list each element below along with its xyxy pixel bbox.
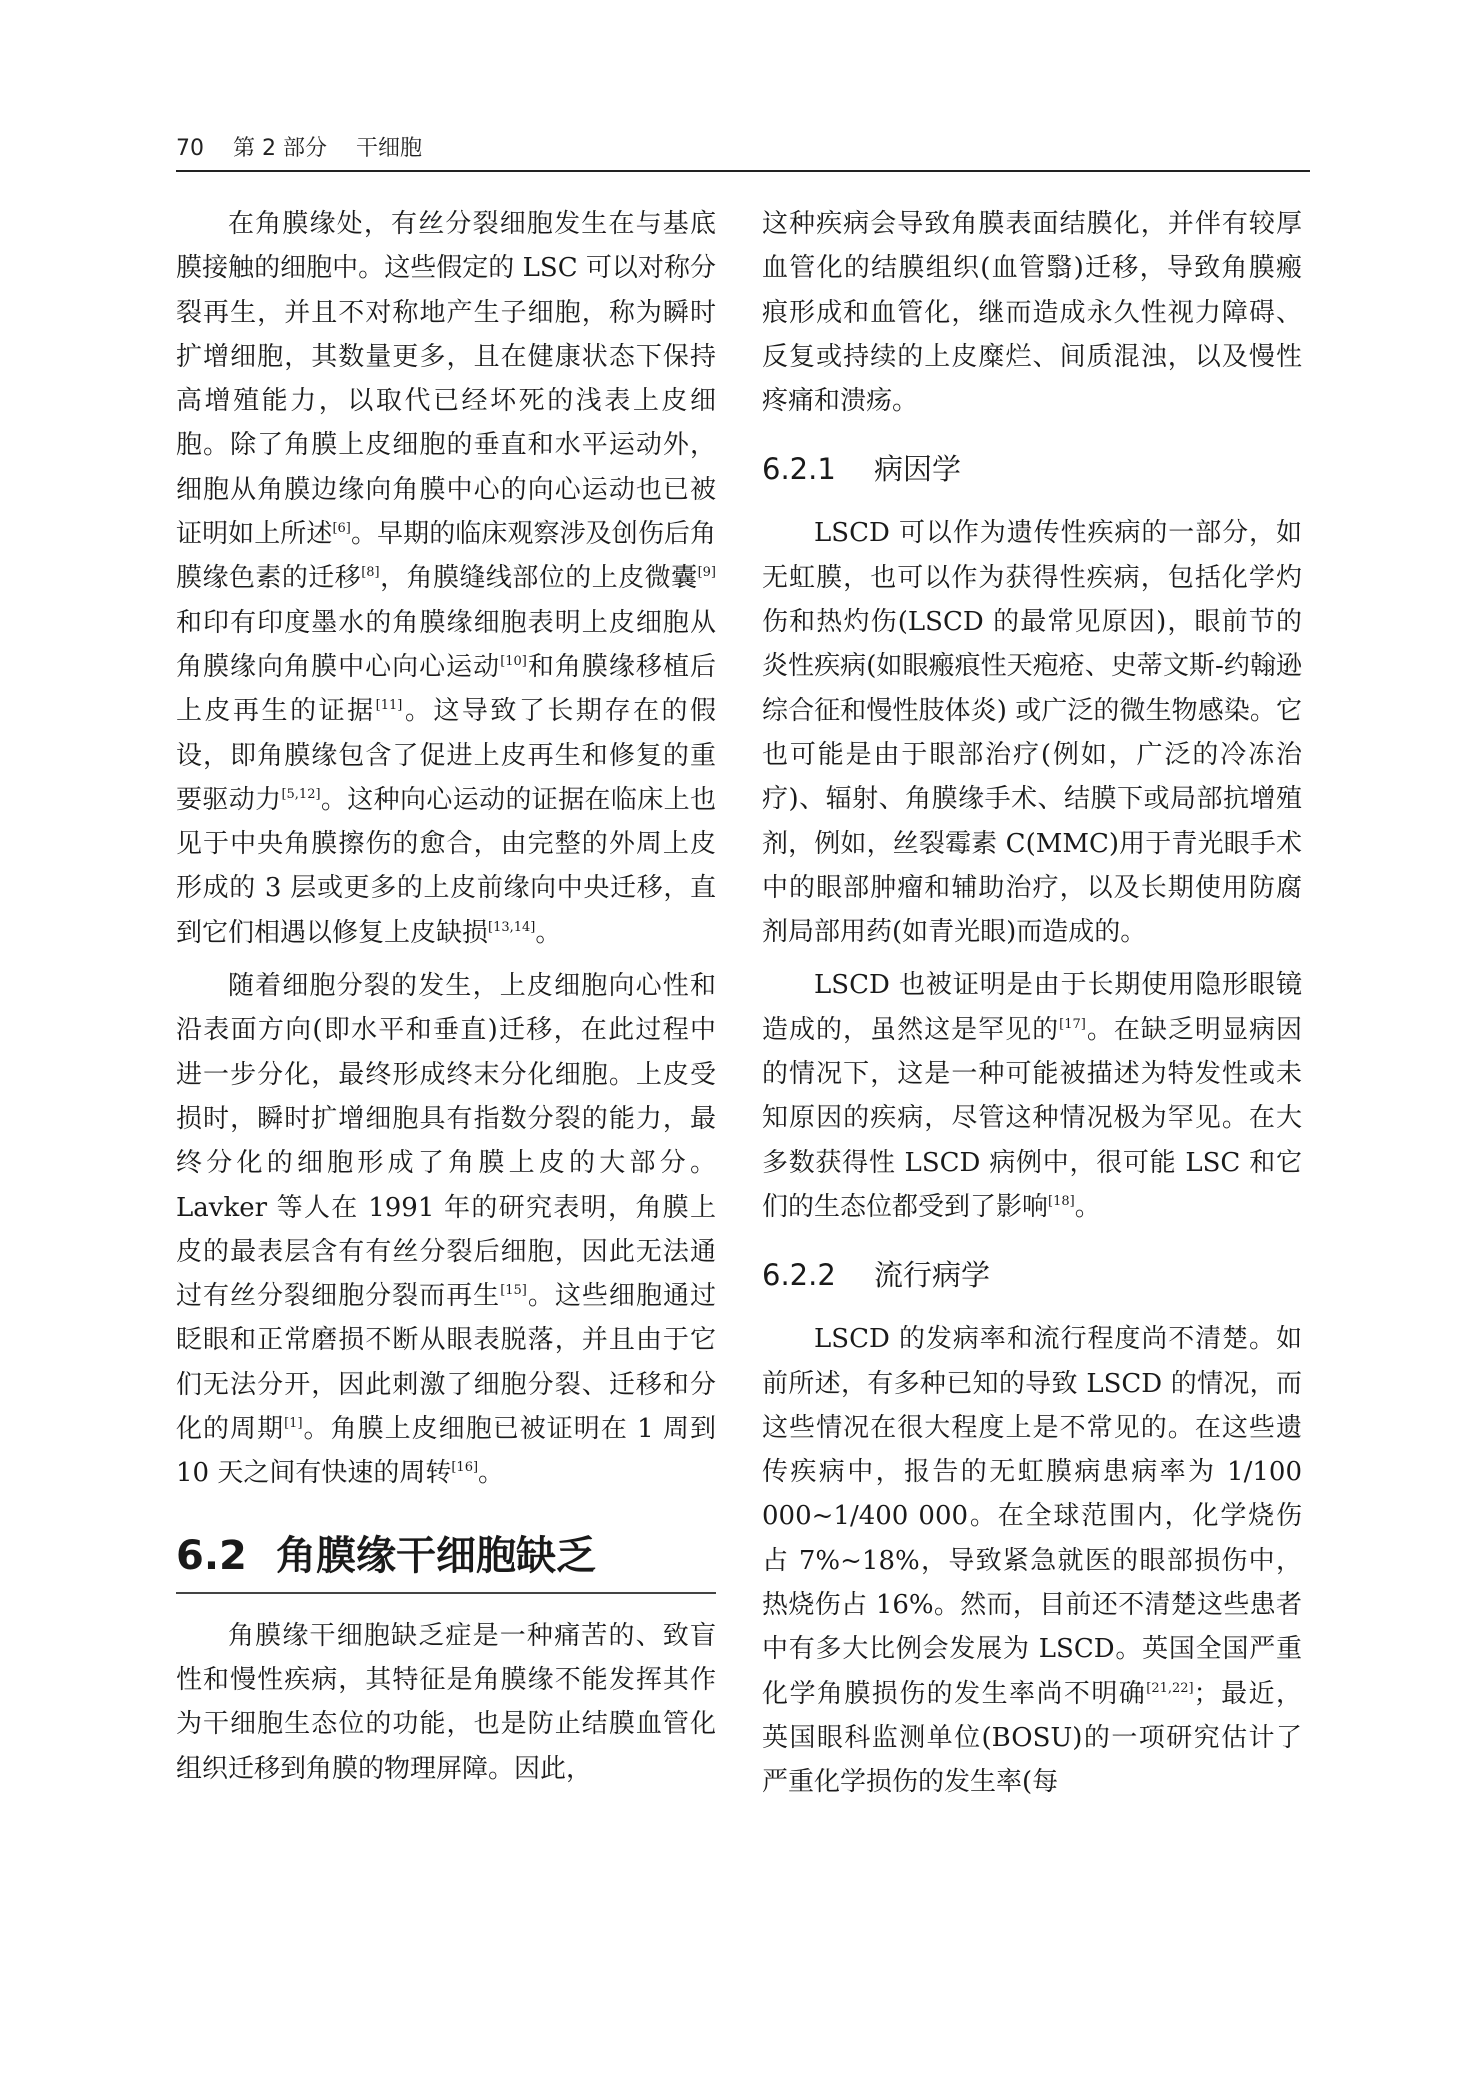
page-number: 70 xyxy=(176,136,204,161)
part-title: 干细胞 xyxy=(355,136,422,161)
subsection-heading-6-2-1: 6.2.1 病因学 xyxy=(762,452,962,487)
page-header xyxy=(176,128,1310,172)
paragraph-cell-migration: 随着细胞分裂的发生，上皮细胞向心性和沿表面方向(即水平和垂直)迁移，在此过程中进一步分化，最终形成终末分化细胞。上皮受损时，瞬时扩增细胞具有指数分裂的能力，最终分化的细胞形成了角膜上皮的大部分。Lavker 等人在 1991 年的研究表明，角膜上皮的最表层含有有丝分裂后细胞，因此无法通过有丝分裂细胞分裂而再生[15]。这些细胞通过眨眼和正常磨损不断从眼表脱落，并且由于它们无法分开，因此刺激了细胞分裂、迁移和分化的周期[1]。角膜上皮细胞已被证明在 1 周到 10 天之间有快速的周转[16]。 xyxy=(176,971,716,1489)
paragraph-epidemiology: LSCD 的发病率和流行程度尚不清楚。如前所述，有多种已知的导致 LSCD 的情况，而这些情况在很大程度上是不常见的。在这些遗传疾病中，报告的无虹膜病患病率为 1/100 000~1/400 000。在全球范围内，化学烧伤占 7%~18%，导致紧急就医的眼部损伤中，热烧伤占 16%。然而，目前还不清楚这些患者中有多大比例会发展为 LSCD。英国全国严重化学角膜损伤的发生率尚不明确[21,22]；最近，英国眼科监测单位(BOSU)的一项研究估计了严重化学损伤的发生率(每 xyxy=(762,1324,1302,1798)
paragraph-etiology: LSCD 可以作为遗传性疾病的一部分，如无虹膜，也可以作为获得性疾病，包括化学灼伤和热灼伤(LSCD 的最常见原因)，眼前节的炎性疾病(如眼瘢痕性天疱疮、史蒂文斯-约翰逊综合征和慢性肢体炎) 或广泛的微生物感染。它也可能是由于眼部治疗(例如，广泛的冷冻治疗)、辐射、角膜缘手术、结膜下或局部抗增殖剂，例如，丝裂霉素 C(MMC)用于青光眼手术中的眼部肿瘤和辅助治疗，以及长期使用防腐剂局部用药(如青光眼)而造成的。 xyxy=(762,518,1302,948)
paragraph-lscd-intro: 角膜缘干细胞缺乏症是一种痛苦的、致盲性和慢性疾病，其特征是角膜缘不能发挥其作为干细胞生态位的功能，也是防止结膜血管化组织迁移到角膜的物理屏障。因此， xyxy=(176,1620,716,1784)
section-heading-6-2: 6.2 角膜缘干细胞缺乏 xyxy=(176,1526,716,1594)
part-label: 第 2 部分 xyxy=(233,136,327,161)
subsection-heading-6-2-2: 6.2.2 流行病学 xyxy=(762,1258,991,1293)
paragraph-lscd-consequences: 这种疾病会导致角膜表面结膜化，并伴有较厚血管化的结膜组织(血管翳)迁移，导致角膜瘢痕形成和血管化，继而造成永久性视力障碍、反复或持续的上皮糜烂、间质混浊，以及慢性疼痛和溃疡。 xyxy=(762,209,1302,417)
paragraph-contact-lens: LSCD 也被证明是由于长期使用隐形眼镜造成的，虽然这是罕见的[17]。在缺乏明显病因的情况下，这是一种可能被描述为特发性或未知原因的疾病，尽管这种情况极为罕见。在大多数获得性 LSCD 病例中，很可能 LSC 和它们的生态位都受到了影响[18]。 xyxy=(762,970,1302,1222)
right-column xyxy=(762,202,1302,1805)
left-column xyxy=(176,202,716,1791)
paragraph-limbus-mitosis: 在角膜缘处，有丝分裂细胞发生在与基底膜接触的细胞中。这些假定的 LSC 可以对称分裂再生，并且不对称地产生子细胞，称为瞬时扩增细胞，其数量更多，且在健康状态下保持高增殖能力，以取代已经坏死的浅表上皮细胞。除了角膜上皮细胞的垂直和水平运动外，细胞从角膜边缘向角膜中心的向心运动也已被证明如上所述[6]。早期的临床观察涉及创伤后角膜缘色素的迁移[8]，角膜缝线部位的上皮微囊[9]和印有印度墨水的角膜缘细胞表明上皮细胞从角膜缘向角膜中心向心运动[10]和角膜缘移植后上皮再生的证据[11]。这导致了长期存在的假设，即角膜缘包含了促进上皮再生和修复的重要驱动力[5,12]。这种向心运动的证据在临床上也见于中央角膜擦伤的愈合，由完整的外周上皮形成的 3 层或更多的上皮前缘向中央迁移，直到它们相遇以修复上皮缺损[13,14]。 xyxy=(176,209,716,948)
